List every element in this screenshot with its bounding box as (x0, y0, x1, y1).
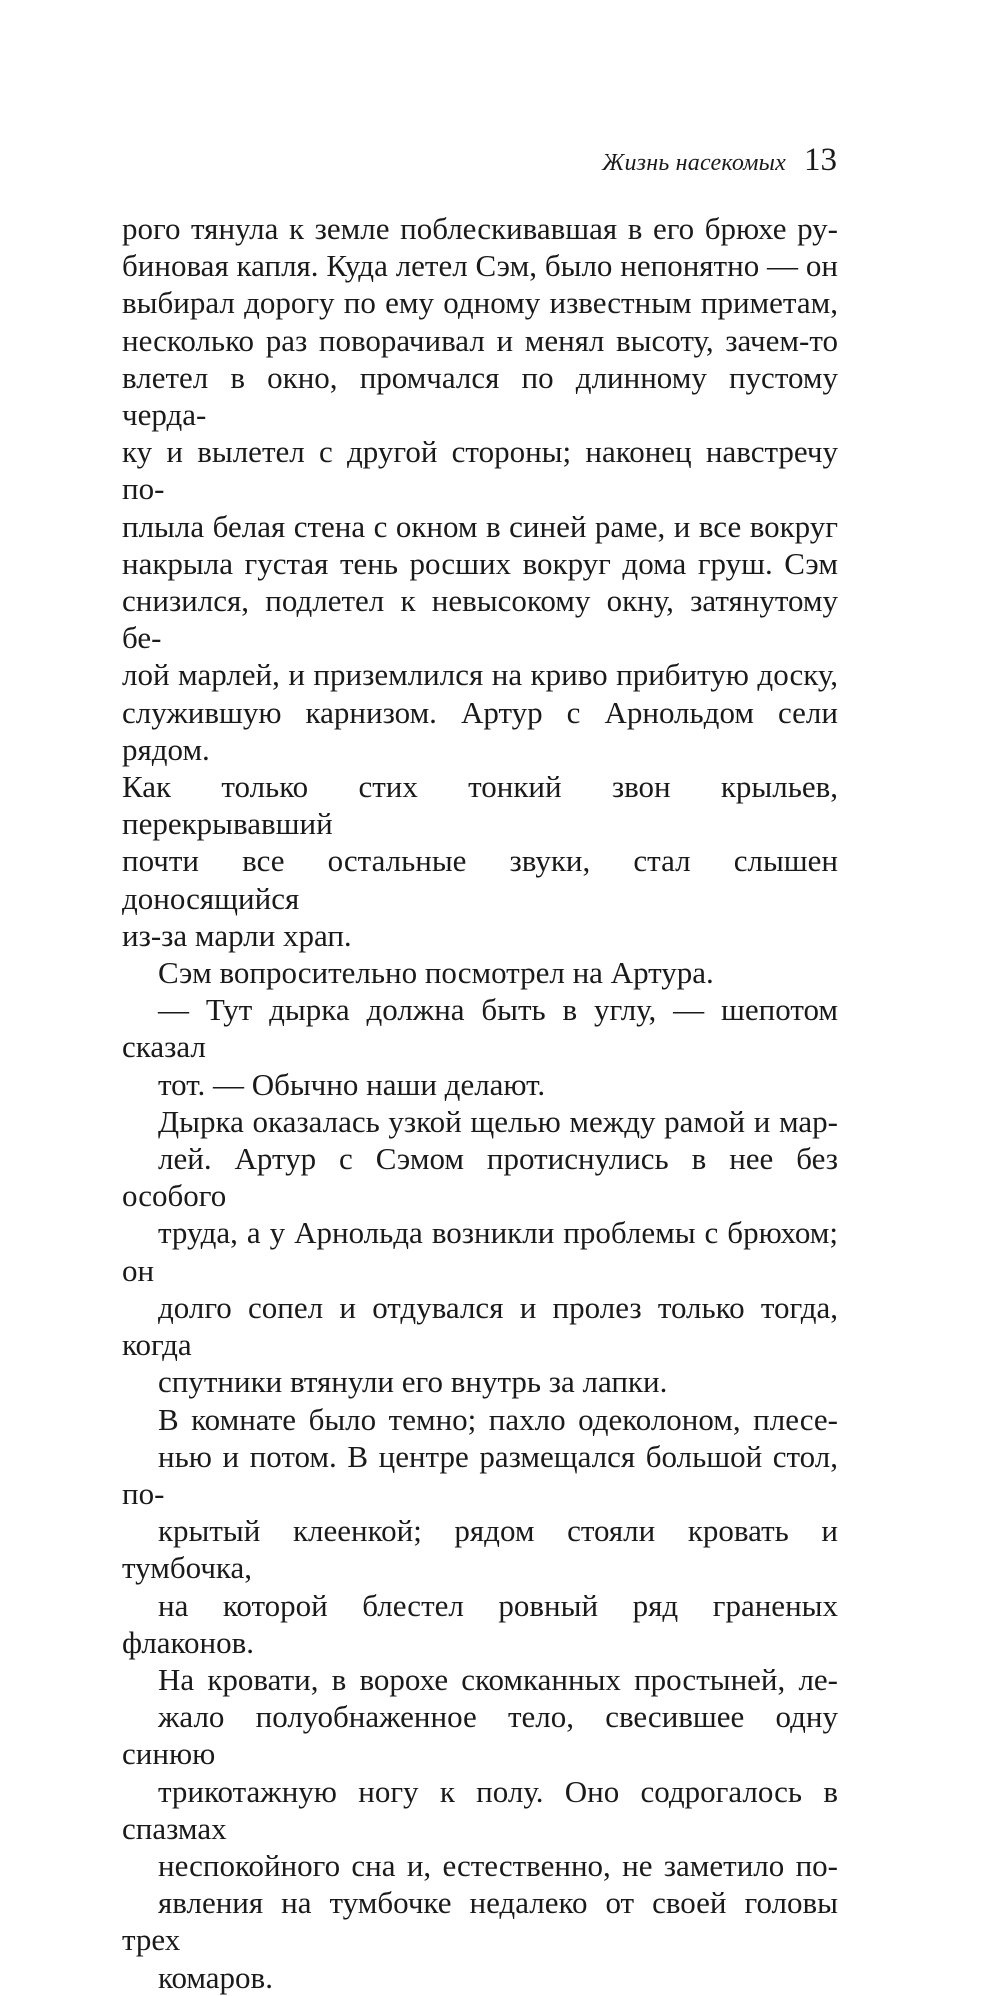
text-line: плыла белая стена с окном в синей раме, и все вокруг (122, 508, 838, 544)
running-header (602, 142, 837, 179)
body-text (122, 210, 838, 1996)
text-line: неспокойного сна и, естественно, не заметило по- (158, 1847, 838, 1883)
text-line: биновая капля. Куда летел Сэм, было непонятно — он (122, 248, 838, 284)
text-line: влетел в окно, промчался по длинному пустому черда- (122, 359, 838, 433)
text-line: рого тянула к земле поблескивавшая в его брюхе ру- (122, 211, 838, 246)
text-line: лой марлей, и приземлился на криво прибитую доску, (122, 657, 838, 693)
paragraph (122, 1103, 838, 1401)
paragraph (122, 954, 838, 991)
text-line: комаров. (158, 1959, 273, 1995)
text-line: выбирал дорогу по ему одному известным приметам, (122, 285, 838, 321)
text-line: Дырка оказалась узкой щелью между рамой и мар- (158, 1103, 838, 1139)
text-line: несколько раз поворачивал и менял высоту, зачем-то (122, 322, 838, 358)
text-line: нью и потом. В центре размещался большой стол, по- (122, 1438, 838, 1511)
text-line: накрыла густая тень росших вокруг дома груш. Сэм (122, 545, 838, 581)
text-line: явления на тумбочке недалеко от своей головы трех (122, 1885, 838, 1958)
text-line: на которой блестел ровный ряд граненых флаконов. (122, 1587, 838, 1660)
text-line: На кровати, в ворохе скомканных простыней, ле- (158, 1661, 838, 1697)
text-line: Сэм вопросительно посмотрел на Артура. (158, 955, 714, 991)
text-line: Как только стих тонкий звон крыльев, перекрывавший (122, 769, 838, 842)
page-number: 13 (804, 142, 837, 178)
text-line: тот. — Обычно наши делают. (158, 1066, 546, 1102)
paragraph (122, 210, 838, 954)
text-line: крытый клеенкой; рядом стояли кровать и тумбочка, (122, 1513, 838, 1586)
text-line: В комнате было темно; пахло одеколоном, плесе- (158, 1401, 838, 1437)
text-line: долго сопел и отдувался и пролез только тогда, когда (122, 1289, 838, 1363)
text-line: спутники втянули его внутрь за лапки. (158, 1364, 668, 1400)
text-line: труда, а у Арнольда возникли проблемы с брюхом; он (122, 1215, 838, 1288)
text-line: ку и вылетел с другой стороны; наконец навстречу по- (122, 434, 838, 507)
text-line: почти все остальные звуки, стал слышен доносящийся (122, 843, 838, 916)
running-title: Жизнь насекомых (602, 150, 786, 176)
text-line: — Тут дырка должна быть в углу, — шепотом сказал (122, 992, 838, 1065)
text-line: жало полуобнаженное тело, свесившее одну синюю (122, 1699, 838, 1772)
text-line: лей. Артур с Сэмом протиснулись в нее без особого (122, 1141, 838, 1214)
paragraph (122, 1401, 838, 1996)
paragraph (122, 991, 838, 1103)
text-line: снизился, подлетел к невысокому окну, затянутому бе- (122, 583, 838, 656)
text-line: служившую карнизом. Артур с Арнольдом сели рядом. (122, 694, 838, 767)
text-line: из-за марли храп. (122, 917, 352, 953)
text-line: трикотажную ногу к полу. Оно содрогалось в спазмах (122, 1773, 838, 1846)
